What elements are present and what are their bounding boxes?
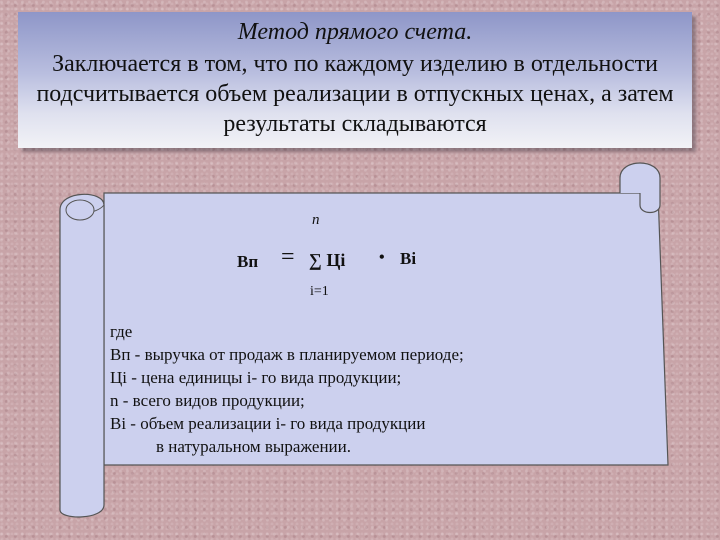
title-heading: Метод прямого счета. [237,19,473,45]
legend-line: Вп - выручка от продаж в планируемом периоде; [110,345,464,364]
formula-sum: ∑ Цi [309,250,346,270]
formula-rhs: Вi [400,249,417,268]
formula-dot: • [379,249,385,266]
formula-lower-limit: i=1 [310,284,329,299]
formula-equals: = [281,244,295,270]
formula-lhs: Вп [237,252,259,271]
legend-line: Цi - цена единицы i- го вида продукции; [110,368,402,387]
formula-upper-limit: n [312,212,320,228]
title-body: Заключается в том, что по каждому изделию в отдельности подсчитывается объем реализации в отпускных ценах, а затем результаты складываются [36,51,674,137]
legend-line: Вi - объем реализации i- го вида продукции [110,414,426,433]
legend-line: n - всего видов продукции; [110,391,305,410]
scroll-left-roll [60,194,104,517]
legend-line: в натуральном выражении. [156,437,352,456]
legend-intro: где [110,322,133,341]
